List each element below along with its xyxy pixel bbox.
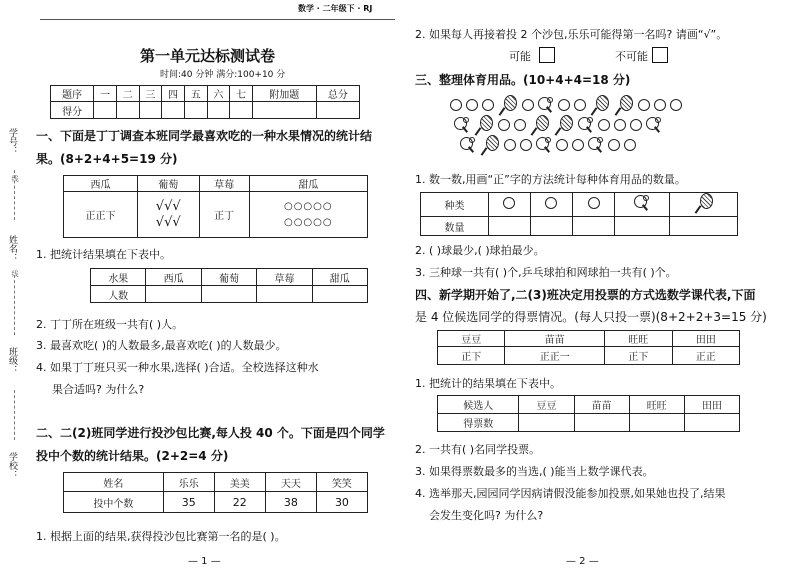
volleyball-icon — [558, 99, 570, 111]
answer-cell[interactable] — [573, 217, 615, 236]
ping-pong-paddle-icon — [634, 195, 650, 211]
football-col — [488, 193, 530, 217]
soccer-col — [573, 193, 615, 217]
score-header: 五 — [184, 86, 207, 102]
answer-cell[interactable] — [488, 217, 530, 236]
football-icon — [520, 139, 532, 151]
section-1-title-cont: 果。(8+2+4+5=19 分) — [36, 152, 178, 166]
vote-header: 苗苗 — [505, 331, 605, 347]
beanbag-value: 35 — [163, 492, 214, 513]
q3-1: 1. 数一数,用画“正”字的方法统计每种体育用品的数量。 — [415, 173, 686, 186]
option-possible-label: 可能 — [509, 50, 531, 63]
section-2-title-cont: 投中个数的统计结果。(2+2=4 分) — [36, 449, 229, 463]
q1-1: 1. 把统计结果填在下表中。 — [36, 248, 171, 261]
score-header: 二 — [116, 86, 139, 102]
q2-1: 1. 根据上面的结果,获得投沙包比赛第一名的是( )。 — [36, 530, 286, 543]
fruit-tally-table — [63, 175, 368, 238]
cut-line — [14, 390, 15, 440]
fill-row-label: 人数 — [91, 286, 146, 303]
header-subject: 数学 · 二年级下 · RJ — [298, 4, 373, 13]
score-cell[interactable] — [94, 102, 117, 119]
volleyball-icon — [482, 99, 494, 111]
ping-pong-paddle-icon — [460, 137, 476, 153]
vote-header: 豆豆 — [438, 331, 505, 347]
score-header: 七 — [230, 86, 253, 102]
beanbag-row-label: 投中个数 — [64, 492, 164, 513]
vote-tally: 正正一 — [505, 347, 605, 365]
sports-count-table — [420, 192, 738, 236]
cut-line-mark: 线 — [11, 270, 19, 277]
tennis-racket-icon — [498, 95, 518, 115]
page-subtitle: 时间:40 分钟 满分:100+10 分 — [160, 70, 286, 80]
volleyball-col — [530, 193, 572, 217]
vote-tally-table — [437, 330, 740, 365]
ping-pong-paddle-icon — [588, 137, 604, 153]
ping-pong-paddle-icon — [536, 137, 552, 153]
volleyball-icon — [498, 119, 510, 131]
fill-header: 甜瓜 — [312, 269, 367, 286]
score-cell[interactable] — [207, 102, 230, 119]
q1-2: 2. 丁丁所在班级一共有( )人。 — [36, 318, 184, 331]
sports-row-label: 种类 — [421, 193, 489, 217]
football-icon — [574, 99, 586, 111]
score-cell[interactable] — [252, 102, 316, 119]
tennis-racket-icon — [554, 115, 574, 135]
vote-header: 旺旺 — [605, 331, 672, 347]
volleyball-icon — [670, 99, 682, 111]
tally-value: √√√ √√√ — [137, 192, 199, 238]
beanbag-header: 美美 — [214, 473, 265, 492]
vote-tally: 正下 — [605, 347, 672, 365]
tally-header: 草莓 — [199, 176, 249, 192]
binding-margin — [0, 0, 28, 579]
q3-2: 2. ( )球最少,( )球拍最少。 — [415, 244, 545, 257]
football-icon — [514, 119, 526, 131]
score-header: 题序 — [51, 86, 94, 102]
option-impossible-label: 不可能 — [615, 50, 648, 63]
section-3-title: 三、整理体育用品。(10+4+4=18 分) — [415, 73, 631, 87]
tally-header: 西瓜 — [64, 176, 138, 192]
sports-row-label: 数量 — [421, 217, 489, 236]
ping-pong-paddle-icon — [538, 97, 554, 113]
answer-cell[interactable] — [201, 286, 256, 303]
beanbag-header: 姓名 — [64, 473, 164, 492]
beanbag-table — [63, 472, 368, 513]
answer-cell[interactable] — [530, 217, 572, 236]
tally-header: 甜瓜 — [249, 176, 367, 192]
football-icon — [522, 99, 534, 111]
header-rule — [40, 1, 395, 20]
tennis-racket-icon — [590, 95, 610, 115]
tennis-racket-icon — [530, 115, 550, 135]
fill-header: 苗苗 — [574, 396, 629, 414]
tally-header: 葡萄 — [137, 176, 199, 192]
tennis-racket-icon — [480, 135, 500, 155]
answer-cell[interactable] — [146, 286, 201, 303]
fill-row-label: 得票数 — [438, 414, 519, 432]
section-4-title: 四、新学期开始了,二(3)班决定用投票的方式选数学课代表,下面 — [415, 288, 756, 302]
section-1-title: 一、下面是丁丁调查本班同学最喜欢吃的一种水果情况的统计结 — [36, 129, 373, 143]
score-cell[interactable] — [139, 102, 162, 119]
score-row-label: 得分 — [51, 102, 94, 119]
beanbag-value: 22 — [214, 492, 265, 513]
paddle-col — [615, 193, 670, 217]
answer-cell[interactable] — [312, 286, 367, 303]
q2-2: 2. 如果每人再接着投 2 个沙包,乐乐可能得第一名吗? 请画“√”。 — [415, 28, 728, 41]
answer-cell[interactable] — [574, 414, 629, 432]
racket-col — [670, 193, 738, 217]
q4-4: 4. 选举那天,园园同学因病请假没能参加投票,如果她也投了,结果 — [415, 487, 726, 500]
q1-3: 3. 最喜欢吃( )的人数最多,最喜欢吃( )的人数最少。 — [36, 339, 287, 352]
fill-header: 旺旺 — [629, 396, 684, 414]
score-header: 三 — [139, 86, 162, 102]
student-id-label: 学号： — [7, 128, 17, 155]
answer-cell[interactable] — [684, 414, 739, 432]
page-number-left: — 1 — — [188, 556, 221, 567]
tennis-racket-icon — [474, 115, 494, 135]
football-icon — [572, 139, 584, 151]
vote-fill-table — [437, 395, 740, 432]
volleyball-icon — [598, 119, 610, 131]
score-cell[interactable] — [162, 102, 185, 119]
beanbag-header: 乐乐 — [163, 473, 214, 492]
ping-pong-paddle-icon — [646, 117, 662, 133]
score-cell[interactable] — [230, 102, 253, 119]
score-header: 总分 — [316, 86, 359, 102]
tally-value: 正正下 — [64, 192, 138, 238]
beanbag-header: 笑笑 — [316, 473, 367, 492]
volleyball-icon — [630, 119, 642, 131]
volleyball-icon — [545, 197, 557, 209]
class-label: 班级： — [7, 347, 17, 374]
answer-cell[interactable] — [670, 217, 738, 236]
score-header: 附加题 — [252, 86, 316, 102]
football-icon — [624, 139, 636, 151]
volleyball-icon — [556, 139, 568, 151]
football-icon — [503, 197, 515, 209]
name-label: 姓名： — [7, 235, 17, 262]
answer-cell[interactable] — [629, 414, 684, 432]
score-header: 四 — [162, 86, 185, 102]
score-cell[interactable] — [116, 102, 139, 119]
ping-pong-paddle-icon — [578, 117, 594, 133]
soccer-ball-icon — [588, 197, 600, 209]
volleyball-icon — [450, 99, 462, 111]
fruit-fill-table — [90, 268, 368, 303]
answer-cell[interactable] — [615, 217, 670, 236]
score-table — [50, 85, 360, 119]
q1-4: 4. 如果丁丁班只买一种水果,选择( )合适。全校选择这种水 — [36, 361, 319, 374]
vote-header: 田田 — [672, 331, 740, 347]
answer-cell[interactable] — [519, 414, 574, 432]
q4-4-cont: 会发生变化吗? 为什么? — [429, 509, 544, 522]
sports-equipment-picture — [450, 95, 690, 155]
page-title: 第一单元达标测试卷 — [140, 47, 276, 65]
beanbag-header: 天天 — [265, 473, 316, 492]
volleyball-icon — [608, 139, 620, 151]
volleyball-icon — [638, 99, 650, 111]
section-4-title-cont: 是 4 位候选同学的得票情况。(每人只投一票)(8+2+2+3=15 分) — [415, 310, 767, 324]
football-icon — [614, 119, 626, 131]
cut-line — [14, 275, 15, 335]
ping-pong-paddle-icon — [454, 117, 470, 133]
q4-1: 1. 把统计的结果填在下表中。 — [415, 377, 561, 390]
school-label: 学校： — [7, 452, 17, 479]
q1-4-cont: 果合适吗? 为什么? — [52, 383, 145, 396]
q4-3: 3. 如果得票数最多的当选,( )能当上数学课代表。 — [415, 465, 654, 478]
tennis-racket-icon — [614, 95, 634, 115]
fill-header: 葡萄 — [201, 269, 256, 286]
vote-tally: 正下 — [438, 347, 505, 365]
beanbag-value: 38 — [265, 492, 316, 513]
cut-line-mark: 线 — [11, 175, 19, 182]
fill-header: 田田 — [684, 396, 739, 414]
vote-tally: 正正 — [672, 347, 740, 365]
tennis-racket-icon — [694, 193, 714, 213]
fill-header: 候选人 — [438, 396, 519, 414]
volleyball-icon — [504, 139, 516, 151]
fill-header: 豆豆 — [519, 396, 574, 414]
option-possible-box[interactable] — [539, 47, 555, 63]
q3-3: 3. 三种球一共有( )个,乒乓球拍和网球拍一共有( )个。 — [415, 266, 677, 279]
page-number-right: — 2 — — [566, 556, 599, 567]
q4-2: 2. 一共有( )名同学投票。 — [415, 443, 541, 456]
football-icon — [466, 99, 478, 111]
score-header: 一 — [94, 86, 117, 102]
section-2-title: 二、二(2)班同学进行投沙包比赛,每人投 40 个。下面是四个同学 — [36, 426, 385, 440]
fill-header: 草莓 — [257, 269, 312, 286]
fill-header: 西瓜 — [146, 269, 201, 286]
score-cell[interactable] — [184, 102, 207, 119]
tally-value: ○○○○○ ○○○○○ — [249, 192, 367, 238]
option-impossible-box[interactable] — [652, 47, 668, 63]
tally-value: 正丁 — [199, 192, 249, 238]
football-icon — [654, 99, 666, 111]
score-header: 六 — [207, 86, 230, 102]
beanbag-value: 30 — [316, 492, 367, 513]
answer-cell[interactable] — [257, 286, 312, 303]
score-cell[interactable] — [316, 102, 359, 119]
fill-header: 水果 — [91, 269, 146, 286]
